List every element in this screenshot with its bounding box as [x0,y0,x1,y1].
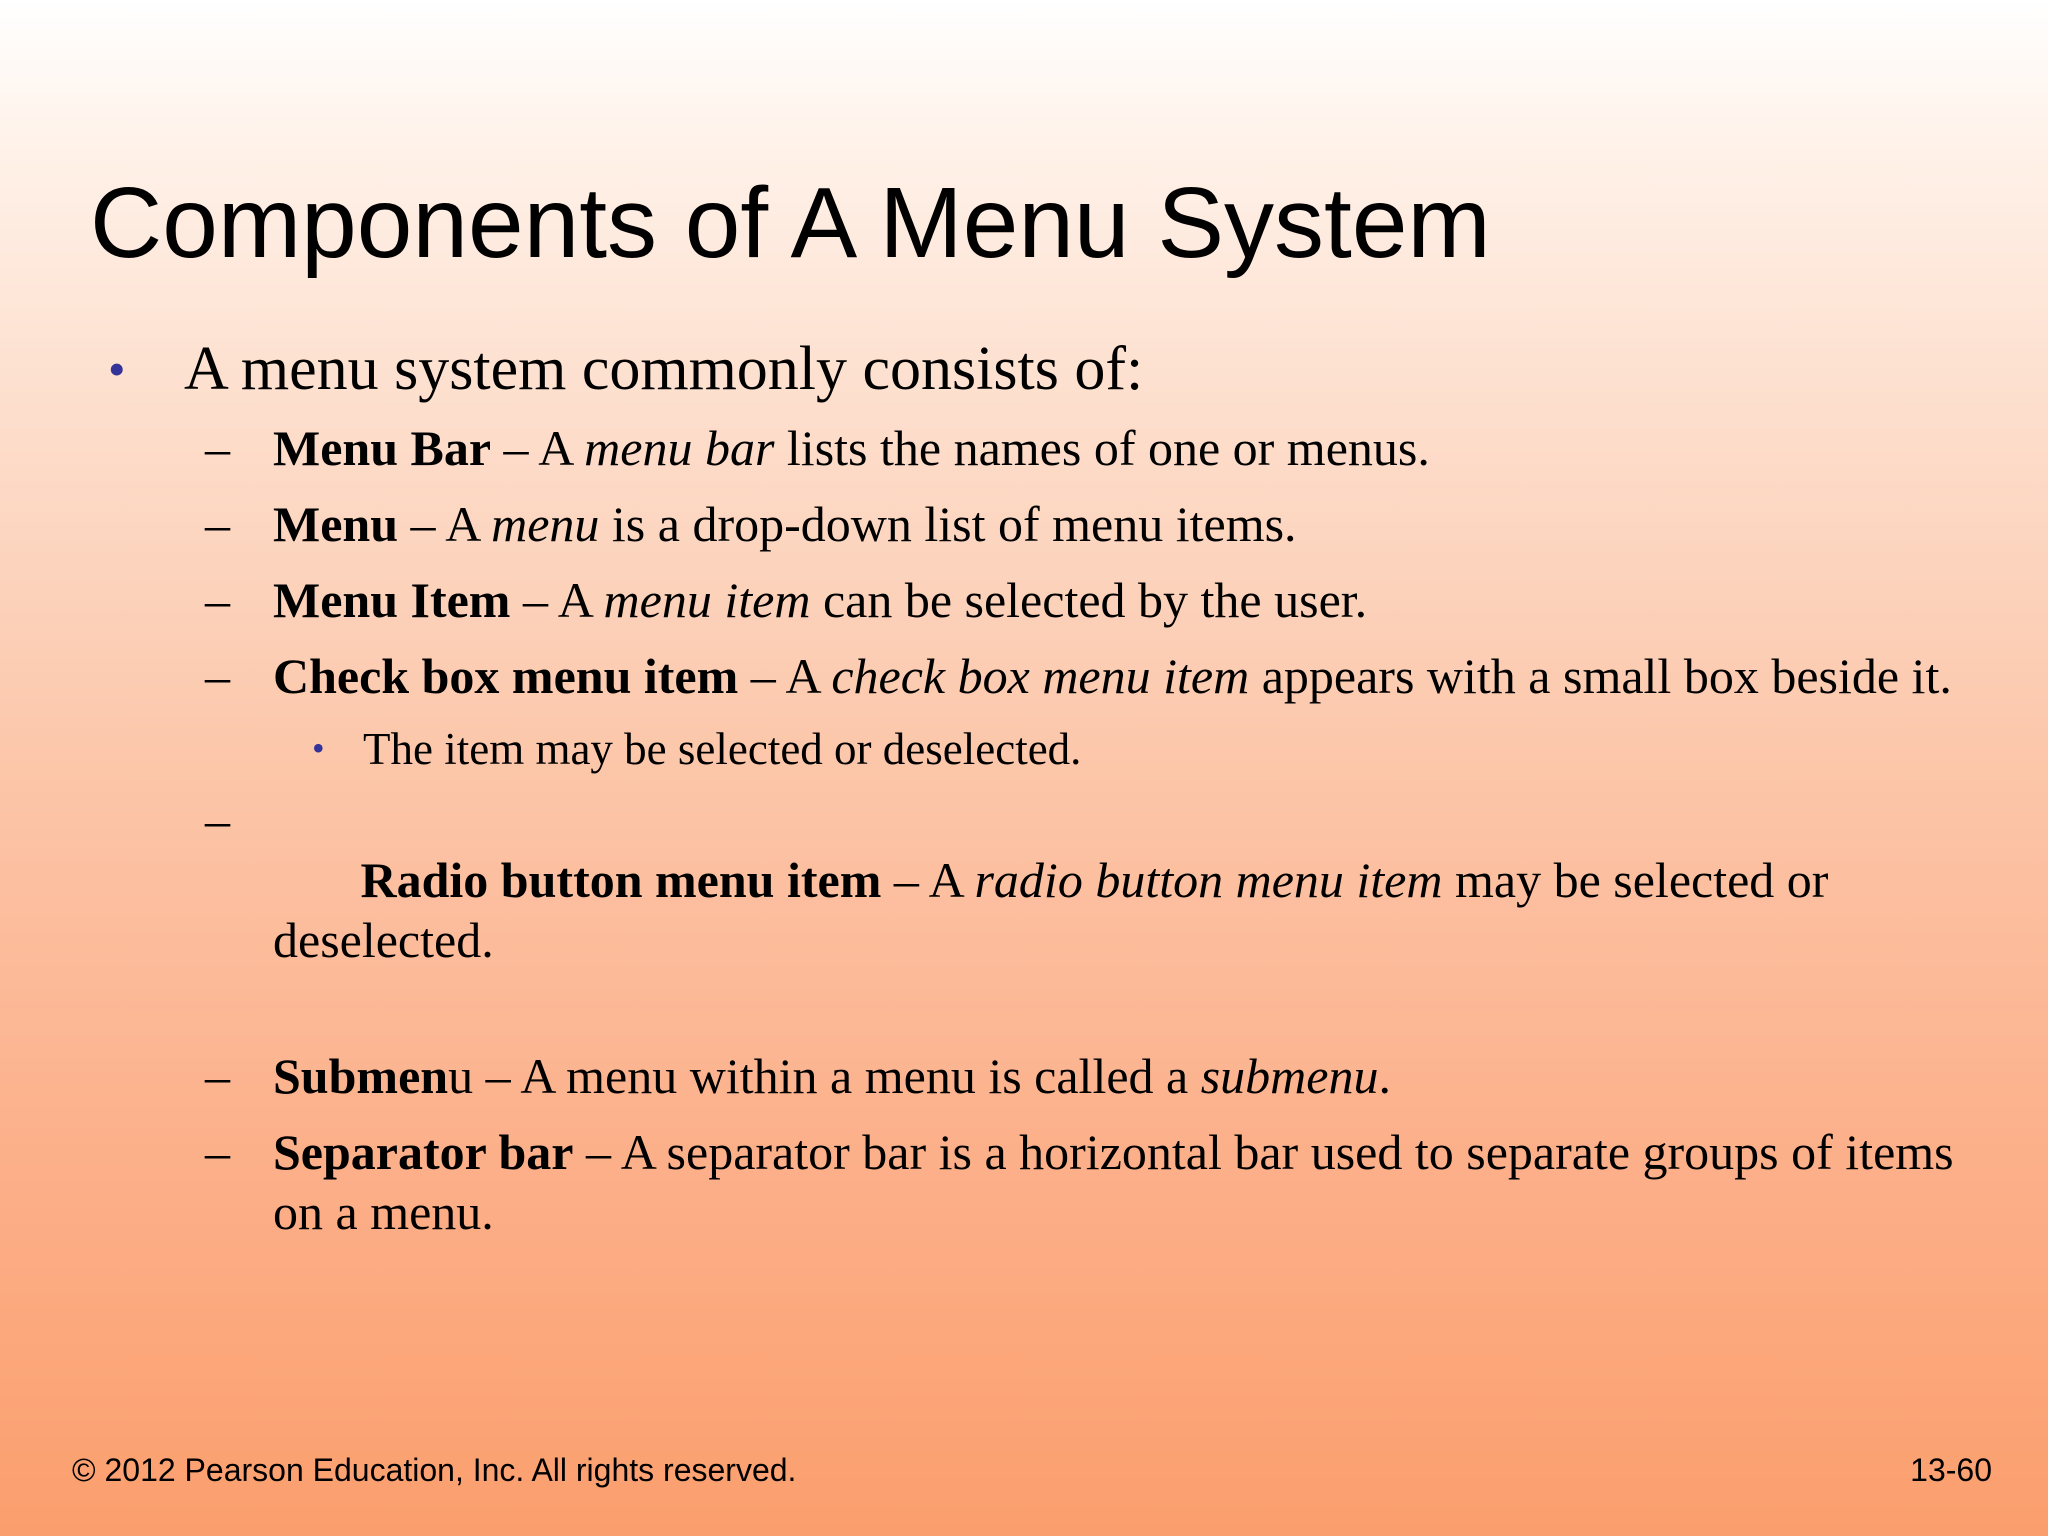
term: Menu Bar [273,420,492,476]
term: Submen [273,1048,449,1104]
separator-text: – A [491,420,585,476]
description: can be selected by the user. [810,572,1368,628]
bullet-icon: • [108,341,126,397]
term: Menu Item [273,572,511,628]
description: may be selected or deselected. [273,852,1841,968]
term: Menu [273,496,398,552]
description: is a drop-down list of menu items. [599,496,1297,552]
term: Check box menu item [273,648,739,704]
dash-icon: – [205,1048,230,1104]
term-emphasis: submenu [1200,1048,1379,1104]
sub-bullet [0,722,2048,776]
bullet-text: A menu system commonly consists of: [184,335,1144,403]
sub-bullet-text: The item may be selected or deselected. [363,724,1082,774]
list-item-submenu [0,1046,2048,1106]
slide-content [0,334,2048,1258]
term-emphasis: menu [491,496,600,552]
dash-icon: – [205,496,230,552]
term-emphasis: menu bar [584,420,775,476]
description: lists the names of one or menus. [774,420,1430,476]
dash-icon: – [205,420,230,476]
list-item-menu-item [0,570,2048,630]
term: Radio button menu item [348,852,882,908]
list-item-radio-button-menu-item [0,790,2048,1030]
dash-icon: – [205,648,230,704]
dash-icon: – [205,1124,230,1180]
dash-icon: – [205,572,230,628]
term: Separator bar [273,1124,574,1180]
bullet-icon: • [312,728,325,768]
separator-text: – A [881,852,975,908]
term-tail: u [448,1048,474,1104]
description: appears with a small box beside it. [1249,648,1952,704]
slide-title: Components of A Menu System [90,167,1491,279]
term-emphasis: menu item [603,572,811,628]
description: – A separator bar is a horizontal bar used to separate groups of items on a menu. [273,1124,1954,1240]
bullet-main [0,334,2048,404]
description: . [1378,1048,1391,1104]
dash-icon: – [205,792,230,848]
separator-text: – A menu within a menu is called a [473,1048,1201,1104]
page-number: 13-60 [1910,1452,1992,1488]
list-item-menu [0,494,2048,554]
separator-text: – A [738,648,832,704]
term-emphasis: radio button menu item [974,852,1443,908]
list-item-separator-bar [0,1122,2048,1242]
separator-text: – A [398,496,492,552]
list-item-check-box-menu-item [0,646,2048,706]
footer-copyright: © 2012 Pearson Education, Inc. All rights reserved. [72,1452,797,1488]
list-item-menu-bar [0,418,2048,478]
separator-text: – A [510,572,604,628]
term-emphasis: check box menu item [831,648,1250,704]
